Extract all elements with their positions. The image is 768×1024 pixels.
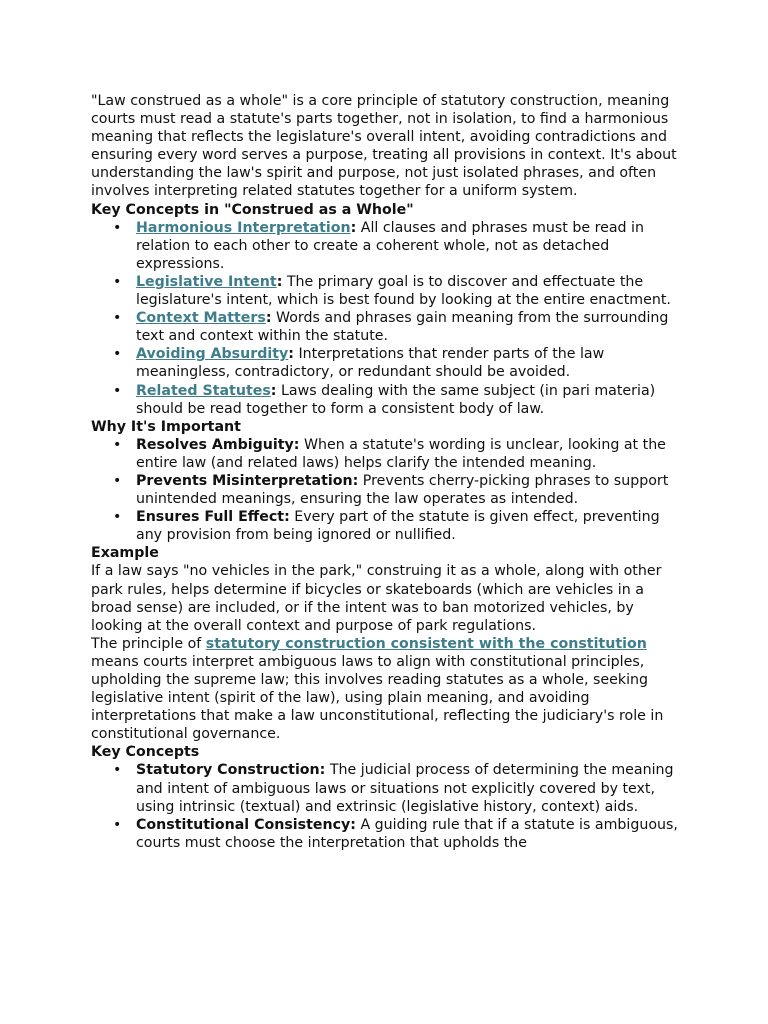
bullet-icon: • bbox=[113, 762, 122, 779]
why-important-list bbox=[91, 436, 687, 545]
key-concepts-list bbox=[91, 761, 687, 851]
link-related-statutes[interactable]: Related Statutes bbox=[136, 382, 271, 399]
principle-rest: means courts interpret ambiguous laws to align with constitutional principles, upholding the supreme law; this involves reading statutes as a whole, seeking legislative intent (spirit of the law), using plain meaning, and avoiding interpretations that make a law unconstitutional, reflecting the judiciary's role in constitutional governance. bbox=[91, 653, 664, 743]
item-term: Constitutional Consistency: bbox=[136, 816, 356, 833]
bullet-icon: • bbox=[113, 436, 122, 453]
list-item bbox=[113, 382, 687, 418]
list-item bbox=[113, 345, 687, 381]
link-legislative-intent[interactable]: Legislative Intent bbox=[136, 273, 277, 290]
section-heading-example: Example bbox=[91, 545, 159, 562]
term-colon: : bbox=[276, 273, 283, 290]
bullet-icon: • bbox=[113, 273, 122, 290]
item-term: Statutory Construction: bbox=[136, 762, 326, 779]
item-text: When a statute's wording is unclear, looking at the entire law (and related laws) helps clarify the intended meaning. bbox=[136, 436, 666, 471]
list-item bbox=[113, 761, 687, 815]
term-colon: : bbox=[288, 346, 294, 363]
bullet-icon: • bbox=[113, 816, 122, 833]
item-text: Every part of the statute is given effect, preventing any provision from being ignored or nullified. bbox=[136, 509, 660, 544]
key-concepts-whole-list bbox=[91, 219, 687, 418]
item-text: Laws dealing with the same subject (in pari materia) should be read together to form a consistent body of law. bbox=[136, 382, 656, 417]
principle-paragraph bbox=[91, 635, 687, 744]
item-term: Prevents Misinterpretation: bbox=[136, 472, 359, 489]
item-term: Ensures Full Effect: bbox=[136, 509, 290, 526]
example-paragraph: If a law says "no vehicles in the park," construing it as a whole, along with other park rules, helps determine if bicycles or skateboards (which are vehicles in a broad sense) are included, or if the intent was to ban motorized vehicles, by looking at the overall context and purpose of park regulations. bbox=[91, 563, 662, 634]
item-text: A guiding rule that if a statute is ambiguous, courts must choose the interpretation that upholds the bbox=[136, 816, 678, 851]
bullet-icon: • bbox=[113, 346, 122, 363]
item-text: Interpretations that render parts of the law meaningless, contradictory, or redundant should be avoided. bbox=[136, 346, 605, 381]
section-heading-why-important: Why It's Important bbox=[91, 418, 241, 435]
item-text: The primary goal is to discover and effectuate the legislature's intent, which is best found by looking at the entire enactment. bbox=[136, 273, 671, 309]
list-item bbox=[113, 436, 687, 472]
list-item bbox=[113, 309, 687, 345]
link-avoiding-absurdity[interactable]: Avoiding Absurdity bbox=[136, 346, 289, 363]
list-item bbox=[113, 816, 687, 852]
list-item bbox=[113, 508, 687, 544]
list-item bbox=[113, 273, 687, 309]
link-harmonious-interpretation[interactable]: Harmonious Interpretation bbox=[136, 219, 351, 236]
term-colon: : bbox=[350, 219, 357, 236]
section-heading-key-concepts-whole: Key Concepts in "Construed as a Whole" bbox=[91, 201, 414, 218]
bullet-icon: • bbox=[113, 472, 122, 489]
item-text: The judicial process of determining the meaning and intent of ambiguous laws or situations not explicitly covered by text, using intrinsic (textual) and extrinsic (legislative history, context) aids. bbox=[136, 762, 674, 815]
link-statutory-construction-constitution[interactable]: statutory construction consistent with the constitution bbox=[205, 635, 647, 652]
link-context-matters[interactable]: Context Matters bbox=[136, 310, 266, 327]
item-term: Resolves Ambiguity: bbox=[136, 436, 300, 453]
document-body bbox=[91, 92, 687, 852]
term-colon: : bbox=[270, 382, 277, 399]
bullet-icon: • bbox=[113, 509, 122, 526]
list-item bbox=[113, 219, 687, 273]
item-text: Prevents cherry-picking phrases to support unintended meanings, ensuring the law operates as intended. bbox=[136, 472, 669, 508]
item-text: All clauses and phrases must be read in relation to each other to create a coherent whole, not as detached expressions. bbox=[136, 219, 644, 272]
intro-paragraph: "Law construed as a whole" is a core principle of statutory construction, meaning courts must read a statute's parts together, not in isolation, to find a harmonious meaning that reflects the legislature's overall intent, avoiding contradictions and ensuring every word serves a purpose, treating all provisions in context. It's about understanding the law's spirit and purpose, not just isolated phrases, and often involves interpreting related statutes together for a uniform system. bbox=[91, 93, 677, 200]
bullet-icon: • bbox=[113, 219, 122, 236]
term-colon: : bbox=[265, 310, 272, 327]
bullet-icon: • bbox=[113, 310, 122, 327]
bullet-icon: • bbox=[113, 382, 122, 399]
list-item bbox=[113, 472, 687, 508]
principle-lead: The principle of bbox=[91, 635, 206, 652]
section-heading-key-concepts: Key Concepts bbox=[91, 744, 200, 761]
item-text: Words and phrases gain meaning from the surrounding text and context within the statute. bbox=[136, 310, 669, 345]
